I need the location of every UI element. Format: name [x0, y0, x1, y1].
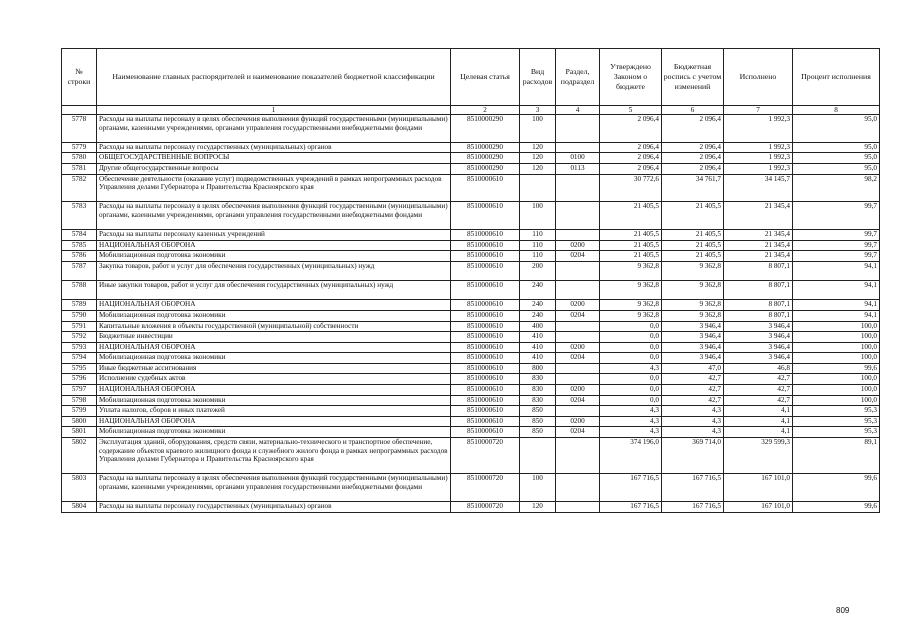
row-budget: 34 761,7: [662, 174, 724, 202]
row-target: 8510000720: [451, 502, 520, 513]
row-target: 8510000610: [451, 342, 520, 353]
row-budget: 2 096,4: [662, 153, 724, 164]
table-row: [62, 240, 880, 251]
row-number: 5791: [62, 321, 97, 332]
row-percent: 89,1: [793, 438, 880, 474]
row-done: 21 345,4: [724, 251, 793, 262]
row-done: 3 946,4: [724, 321, 793, 332]
row-target: 8510000610: [451, 261, 520, 280]
row-section: 0200: [556, 416, 600, 427]
row-approved: 4,3: [600, 363, 662, 374]
row-percent: 100,0: [793, 353, 880, 364]
row-target: 8510000290: [451, 142, 520, 153]
row-done: 4,1: [724, 406, 793, 417]
row-target: 8510000610: [451, 353, 520, 364]
row-percent: 100,0: [793, 342, 880, 353]
row-section: [556, 474, 600, 502]
row-section: [556, 230, 600, 241]
row-section: 0200: [556, 385, 600, 396]
row-name: Мобилизационная подготовка экономики: [97, 310, 451, 321]
row-name: Расходы на выплаты персоналу казенных учреждений: [97, 230, 451, 241]
row-section: [556, 502, 600, 513]
row-approved: 2 096,4: [600, 163, 662, 174]
row-approved: 30 772,6: [600, 174, 662, 202]
row-target: 8510000610: [451, 427, 520, 438]
row-type: 100: [520, 474, 556, 502]
row-name: Эксплуатация зданий, оборудования, средств связи, материально-технического и транспортное обеспечение, содержание объектов краевого жилищного фонда и служебного жилого фонда в рамках непрограммных расходов Управления делами Губернатора и Правительства Красноярского края: [97, 438, 451, 474]
row-approved: 0,0: [600, 342, 662, 353]
table-row: [62, 353, 880, 364]
row-done: 21 345,4: [724, 202, 793, 230]
table-row: [62, 374, 880, 385]
table-row: [62, 281, 880, 300]
row-name: Иные бюджетные ассигнования: [97, 363, 451, 374]
row-percent: 100,0: [793, 332, 880, 343]
row-percent: 95,0: [793, 142, 880, 153]
row-number: 5795: [62, 363, 97, 374]
row-type: [520, 438, 556, 474]
row-section: [556, 261, 600, 280]
row-type: 120: [520, 163, 556, 174]
row-target: 8510000610: [451, 300, 520, 311]
row-type: 110: [520, 240, 556, 251]
column-number: [62, 106, 97, 115]
row-budget: 4,3: [662, 427, 724, 438]
table-row: [62, 502, 880, 513]
row-approved: 9 362,8: [600, 281, 662, 300]
row-name: Бюджетные инвестиции: [97, 332, 451, 343]
row-approved: 21 405,5: [600, 251, 662, 262]
row-type: 410: [520, 353, 556, 364]
row-budget: 3 946,4: [662, 332, 724, 343]
row-percent: 98,2: [793, 174, 880, 202]
row-section: [556, 202, 600, 230]
row-target: 8510000610: [451, 332, 520, 343]
row-budget: 9 362,8: [662, 261, 724, 280]
row-type: 410: [520, 332, 556, 343]
row-name: Обеспечение деятельности (оказание услуг) подведомственных учреждений в рамках непрограммных расходов Управления делами Губернатора и Правительства Красноярского края: [97, 174, 451, 202]
row-approved: 0,0: [600, 395, 662, 406]
row-approved: 0,0: [600, 385, 662, 396]
row-type: 850: [520, 416, 556, 427]
row-type: 800: [520, 363, 556, 374]
row-target: 8510000610: [451, 202, 520, 230]
row-done: 42,7: [724, 374, 793, 385]
row-approved: 9 362,8: [600, 261, 662, 280]
row-approved: 21 405,5: [600, 240, 662, 251]
table-row: [62, 115, 880, 143]
row-target: 8510000290: [451, 153, 520, 164]
row-done: 1 992,3: [724, 163, 793, 174]
row-target: 8510000610: [451, 251, 520, 262]
table-row: [62, 310, 880, 321]
row-number: 5779: [62, 142, 97, 153]
table-row: [62, 261, 880, 280]
row-budget: 42,7: [662, 385, 724, 396]
row-name: Исполнение судебных актов: [97, 374, 451, 385]
row-type: 830: [520, 374, 556, 385]
row-target: 8510000290: [451, 163, 520, 174]
row-target: 8510000720: [451, 438, 520, 474]
column-number: 5: [600, 106, 662, 115]
row-name: Мобилизационная подготовка экономики: [97, 353, 451, 364]
row-type: 240: [520, 300, 556, 311]
row-done: 3 946,4: [724, 353, 793, 364]
row-done: 1 992,3: [724, 153, 793, 164]
row-percent: 99,7: [793, 251, 880, 262]
row-budget: 369 714,0: [662, 438, 724, 474]
row-target: 8510000610: [451, 416, 520, 427]
row-approved: 167 716,5: [600, 502, 662, 513]
row-budget: 9 362,8: [662, 281, 724, 300]
row-approved: 9 362,8: [600, 300, 662, 311]
row-type: 100: [520, 115, 556, 143]
row-target: 8510000610: [451, 230, 520, 241]
row-number: 5782: [62, 174, 97, 202]
row-name: НАЦИОНАЛЬНАЯ ОБОРОНА: [97, 342, 451, 353]
table-row: [62, 163, 880, 174]
row-number: 5785: [62, 240, 97, 251]
row-budget: 9 362,8: [662, 310, 724, 321]
header-target: Целевая статья: [451, 49, 520, 106]
row-target: 8510000290: [451, 115, 520, 143]
column-number: 7: [724, 106, 793, 115]
row-done: 1 992,3: [724, 142, 793, 153]
row-budget: 167 716,5: [662, 502, 724, 513]
header-done: Исполнено: [724, 49, 793, 106]
row-budget: 3 946,4: [662, 342, 724, 353]
row-done: 167 101,0: [724, 474, 793, 502]
row-number: 5804: [62, 502, 97, 513]
row-approved: 2 096,4: [600, 153, 662, 164]
row-approved: 167 716,5: [600, 474, 662, 502]
row-done: 8 807,1: [724, 281, 793, 300]
column-number: 3: [520, 106, 556, 115]
row-budget: 21 405,5: [662, 240, 724, 251]
row-type: 830: [520, 395, 556, 406]
row-done: 167 101,0: [724, 502, 793, 513]
row-approved: 0,0: [600, 374, 662, 385]
row-budget: 47,0: [662, 363, 724, 374]
table-row: [62, 153, 880, 164]
row-percent: 99,6: [793, 502, 880, 513]
row-name: Расходы на выплаты персоналу государственных (муниципальных) органов: [97, 502, 451, 513]
row-percent: 99,7: [793, 202, 880, 230]
table-row: [62, 300, 880, 311]
row-number: 5797: [62, 385, 97, 396]
row-type: [520, 174, 556, 202]
row-budget: 4,3: [662, 406, 724, 417]
table-row: [62, 342, 880, 353]
row-done: 3 946,4: [724, 332, 793, 343]
table-row: [62, 202, 880, 230]
row-section: 0204: [556, 251, 600, 262]
row-number: 5789: [62, 300, 97, 311]
table-body: [62, 115, 880, 513]
row-percent: 94,1: [793, 300, 880, 311]
row-type: 400: [520, 321, 556, 332]
header-name: Наименование главных распорядителей и наименование показателей бюджетной классификации: [97, 49, 451, 106]
row-number: 5781: [62, 163, 97, 174]
column-number: 1: [97, 106, 451, 115]
row-approved: 0,0: [600, 353, 662, 364]
row-percent: 100,0: [793, 385, 880, 396]
row-number: 5794: [62, 353, 97, 364]
table-row: [62, 395, 880, 406]
row-percent: 95,0: [793, 153, 880, 164]
row-percent: 95,3: [793, 406, 880, 417]
table-row: [62, 406, 880, 417]
row-percent: 100,0: [793, 321, 880, 332]
row-done: 21 345,4: [724, 230, 793, 241]
row-section: [556, 374, 600, 385]
row-target: 8510000610: [451, 385, 520, 396]
row-done: 21 345,4: [724, 240, 793, 251]
row-name: Мобилизационная подготовка экономики: [97, 395, 451, 406]
row-budget: 2 096,4: [662, 163, 724, 174]
row-section: [556, 332, 600, 343]
row-percent: 94,1: [793, 261, 880, 280]
row-approved: 21 405,5: [600, 230, 662, 241]
row-number: 5786: [62, 251, 97, 262]
row-type: 410: [520, 342, 556, 353]
row-name: НАЦИОНАЛЬНАЯ ОБОРОНА: [97, 300, 451, 311]
table-row: [62, 427, 880, 438]
row-done: 8 807,1: [724, 300, 793, 311]
table-row: [62, 438, 880, 474]
row-target: 8510000610: [451, 240, 520, 251]
column-number: 4: [556, 106, 600, 115]
table-row: [62, 474, 880, 502]
row-section: 0113: [556, 163, 600, 174]
row-name: НАЦИОНАЛЬНАЯ ОБОРОНА: [97, 385, 451, 396]
row-percent: 95,3: [793, 427, 880, 438]
row-number: 5800: [62, 416, 97, 427]
row-approved: 0,0: [600, 321, 662, 332]
row-section: 0204: [556, 310, 600, 321]
row-percent: 95,0: [793, 115, 880, 143]
column-number: 2: [451, 106, 520, 115]
row-number: 5793: [62, 342, 97, 353]
row-budget: 167 716,5: [662, 474, 724, 502]
table-row: [62, 416, 880, 427]
page-number: 809: [836, 606, 850, 615]
header-row-number: № строки: [62, 49, 97, 106]
row-type: 120: [520, 153, 556, 164]
row-section: 0204: [556, 395, 600, 406]
row-number: 5799: [62, 406, 97, 417]
row-name: Расходы на выплаты персоналу в целях обеспечения выполнения функций государственными (муниципальными) органами, казенными учреждениями, органами управления государственными внебюджетными фондами: [97, 202, 451, 230]
row-name: Расходы на выплаты персоналу в целях обеспечения выполнения функций государственными (муниципальными) органами, казенными учреждениями, органами управления государственными внебюджетными фондами: [97, 115, 451, 143]
row-type: 240: [520, 281, 556, 300]
row-budget: 2 096,4: [662, 115, 724, 143]
row-number: 5790: [62, 310, 97, 321]
row-budget: 4,3: [662, 416, 724, 427]
row-approved: 9 362,8: [600, 310, 662, 321]
row-percent: 100,0: [793, 374, 880, 385]
row-section: 0200: [556, 300, 600, 311]
row-target: 8510000720: [451, 474, 520, 502]
header-section: Раздел, подраздел: [556, 49, 600, 106]
header-percent: Процент исполнения: [793, 49, 880, 106]
row-done: 8 807,1: [724, 310, 793, 321]
row-percent: 95,3: [793, 416, 880, 427]
row-done: 1 992,3: [724, 115, 793, 143]
row-section: 0200: [556, 240, 600, 251]
row-section: 0100: [556, 153, 600, 164]
row-done: 46,8: [724, 363, 793, 374]
table-row: [62, 230, 880, 241]
table-row: [62, 251, 880, 262]
table-row: [62, 332, 880, 343]
table-row: [62, 321, 880, 332]
row-type: 240: [520, 310, 556, 321]
row-name: Расходы на выплаты персоналу государственных (муниципальных) органов: [97, 142, 451, 153]
row-number: 5780: [62, 153, 97, 164]
row-number: 5778: [62, 115, 97, 143]
row-done: 42,7: [724, 395, 793, 406]
row-section: [556, 438, 600, 474]
row-type: 850: [520, 406, 556, 417]
row-percent: 94,1: [793, 281, 880, 300]
row-section: [556, 281, 600, 300]
row-type: 120: [520, 142, 556, 153]
row-budget: 3 946,4: [662, 353, 724, 364]
row-approved: 2 096,4: [600, 115, 662, 143]
row-section: [556, 406, 600, 417]
row-percent: 95,0: [793, 163, 880, 174]
row-number: 5783: [62, 202, 97, 230]
row-done: 3 946,4: [724, 342, 793, 353]
row-percent: 99,6: [793, 474, 880, 502]
row-number: 5798: [62, 395, 97, 406]
row-number: 5803: [62, 474, 97, 502]
row-budget: 42,7: [662, 374, 724, 385]
row-name: Мобилизационная подготовка экономики: [97, 251, 451, 262]
row-type: 120: [520, 502, 556, 513]
row-done: 4,1: [724, 427, 793, 438]
row-name: Закупка товаров, работ и услуг для обеспечения государственных (муниципальных) нужд: [97, 261, 451, 280]
row-number: 5787: [62, 261, 97, 280]
column-number: 8: [793, 106, 880, 115]
row-target: 8510000610: [451, 363, 520, 374]
row-approved: 4,3: [600, 427, 662, 438]
row-done: 34 145,7: [724, 174, 793, 202]
row-section: 0204: [556, 353, 600, 364]
row-name: Другие общегосударственные вопросы: [97, 163, 451, 174]
row-number: 5796: [62, 374, 97, 385]
row-type: 830: [520, 385, 556, 396]
row-number: 5802: [62, 438, 97, 474]
row-number: 5788: [62, 281, 97, 300]
row-type: 850: [520, 427, 556, 438]
header-row: [62, 49, 880, 106]
row-name: НАЦИОНАЛЬНАЯ ОБОРОНА: [97, 240, 451, 251]
row-section: [556, 174, 600, 202]
row-section: [556, 321, 600, 332]
row-name: Иные закупки товаров, работ и услуг для обеспечения государственных (муниципальных) нужд: [97, 281, 451, 300]
row-percent: 99,7: [793, 230, 880, 241]
header-budget: Бюджетная роспись с учетом изменений: [662, 49, 724, 106]
row-name: Расходы на выплаты персоналу в целях обеспечения выполнения функций государственными (муниципальными) органами, казенными учреждениями, органами управления государственными внебюджетными фондами: [97, 474, 451, 502]
row-approved: 374 196,0: [600, 438, 662, 474]
row-target: 8510000610: [451, 374, 520, 385]
row-number: 5792: [62, 332, 97, 343]
column-number: 6: [662, 106, 724, 115]
table-row: [62, 363, 880, 374]
row-type: 110: [520, 230, 556, 241]
row-budget: 42,7: [662, 395, 724, 406]
row-percent: 99,6: [793, 363, 880, 374]
row-budget: 21 405,5: [662, 251, 724, 262]
row-target: 8510000610: [451, 174, 520, 202]
row-approved: 4,3: [600, 406, 662, 417]
row-name: НАЦИОНАЛЬНАЯ ОБОРОНА: [97, 416, 451, 427]
row-name: Уплата налогов, сборов и иных платежей: [97, 406, 451, 417]
row-name: ОБЩЕГОСУДАРСТВЕННЫЕ ВОПРОСЫ: [97, 153, 451, 164]
row-section: 0200: [556, 342, 600, 353]
budget-table: [61, 48, 880, 513]
row-target: 8510000610: [451, 310, 520, 321]
row-done: 8 807,1: [724, 261, 793, 280]
row-budget: 3 946,4: [662, 321, 724, 332]
table-row: [62, 174, 880, 202]
row-percent: 100,0: [793, 395, 880, 406]
row-number: 5801: [62, 427, 97, 438]
row-name: Мобилизационная подготовка экономики: [97, 427, 451, 438]
header-approved: Утверждено Законом о бюджете: [600, 49, 662, 106]
row-target: 8510000610: [451, 406, 520, 417]
header-type: Вид расходов: [520, 49, 556, 106]
row-approved: 4,3: [600, 416, 662, 427]
row-name: Капитальные вложения в объекты государственной (муниципальной) собственности: [97, 321, 451, 332]
row-budget: 21 405,5: [662, 230, 724, 241]
row-section: [556, 363, 600, 374]
row-done: 4,1: [724, 416, 793, 427]
row-approved: 21 405,5: [600, 202, 662, 230]
table-row: [62, 142, 880, 153]
table-row: [62, 385, 880, 396]
row-approved: 0,0: [600, 332, 662, 343]
row-budget: 21 405,5: [662, 202, 724, 230]
row-section: 0204: [556, 427, 600, 438]
row-type: 100: [520, 202, 556, 230]
row-budget: 9 362,8: [662, 300, 724, 311]
row-done: 42,7: [724, 385, 793, 396]
row-type: 200: [520, 261, 556, 280]
row-section: [556, 115, 600, 143]
row-section: [556, 142, 600, 153]
row-type: 110: [520, 251, 556, 262]
row-budget: 2 096,4: [662, 142, 724, 153]
row-done: 329 599,3: [724, 438, 793, 474]
row-target: 8510000610: [451, 281, 520, 300]
row-percent: 99,7: [793, 240, 880, 251]
column-number-row: [62, 106, 880, 115]
row-percent: 94,1: [793, 310, 880, 321]
row-approved: 2 096,4: [600, 142, 662, 153]
row-target: 8510000610: [451, 395, 520, 406]
row-target: 8510000610: [451, 321, 520, 332]
row-number: 5784: [62, 230, 97, 241]
